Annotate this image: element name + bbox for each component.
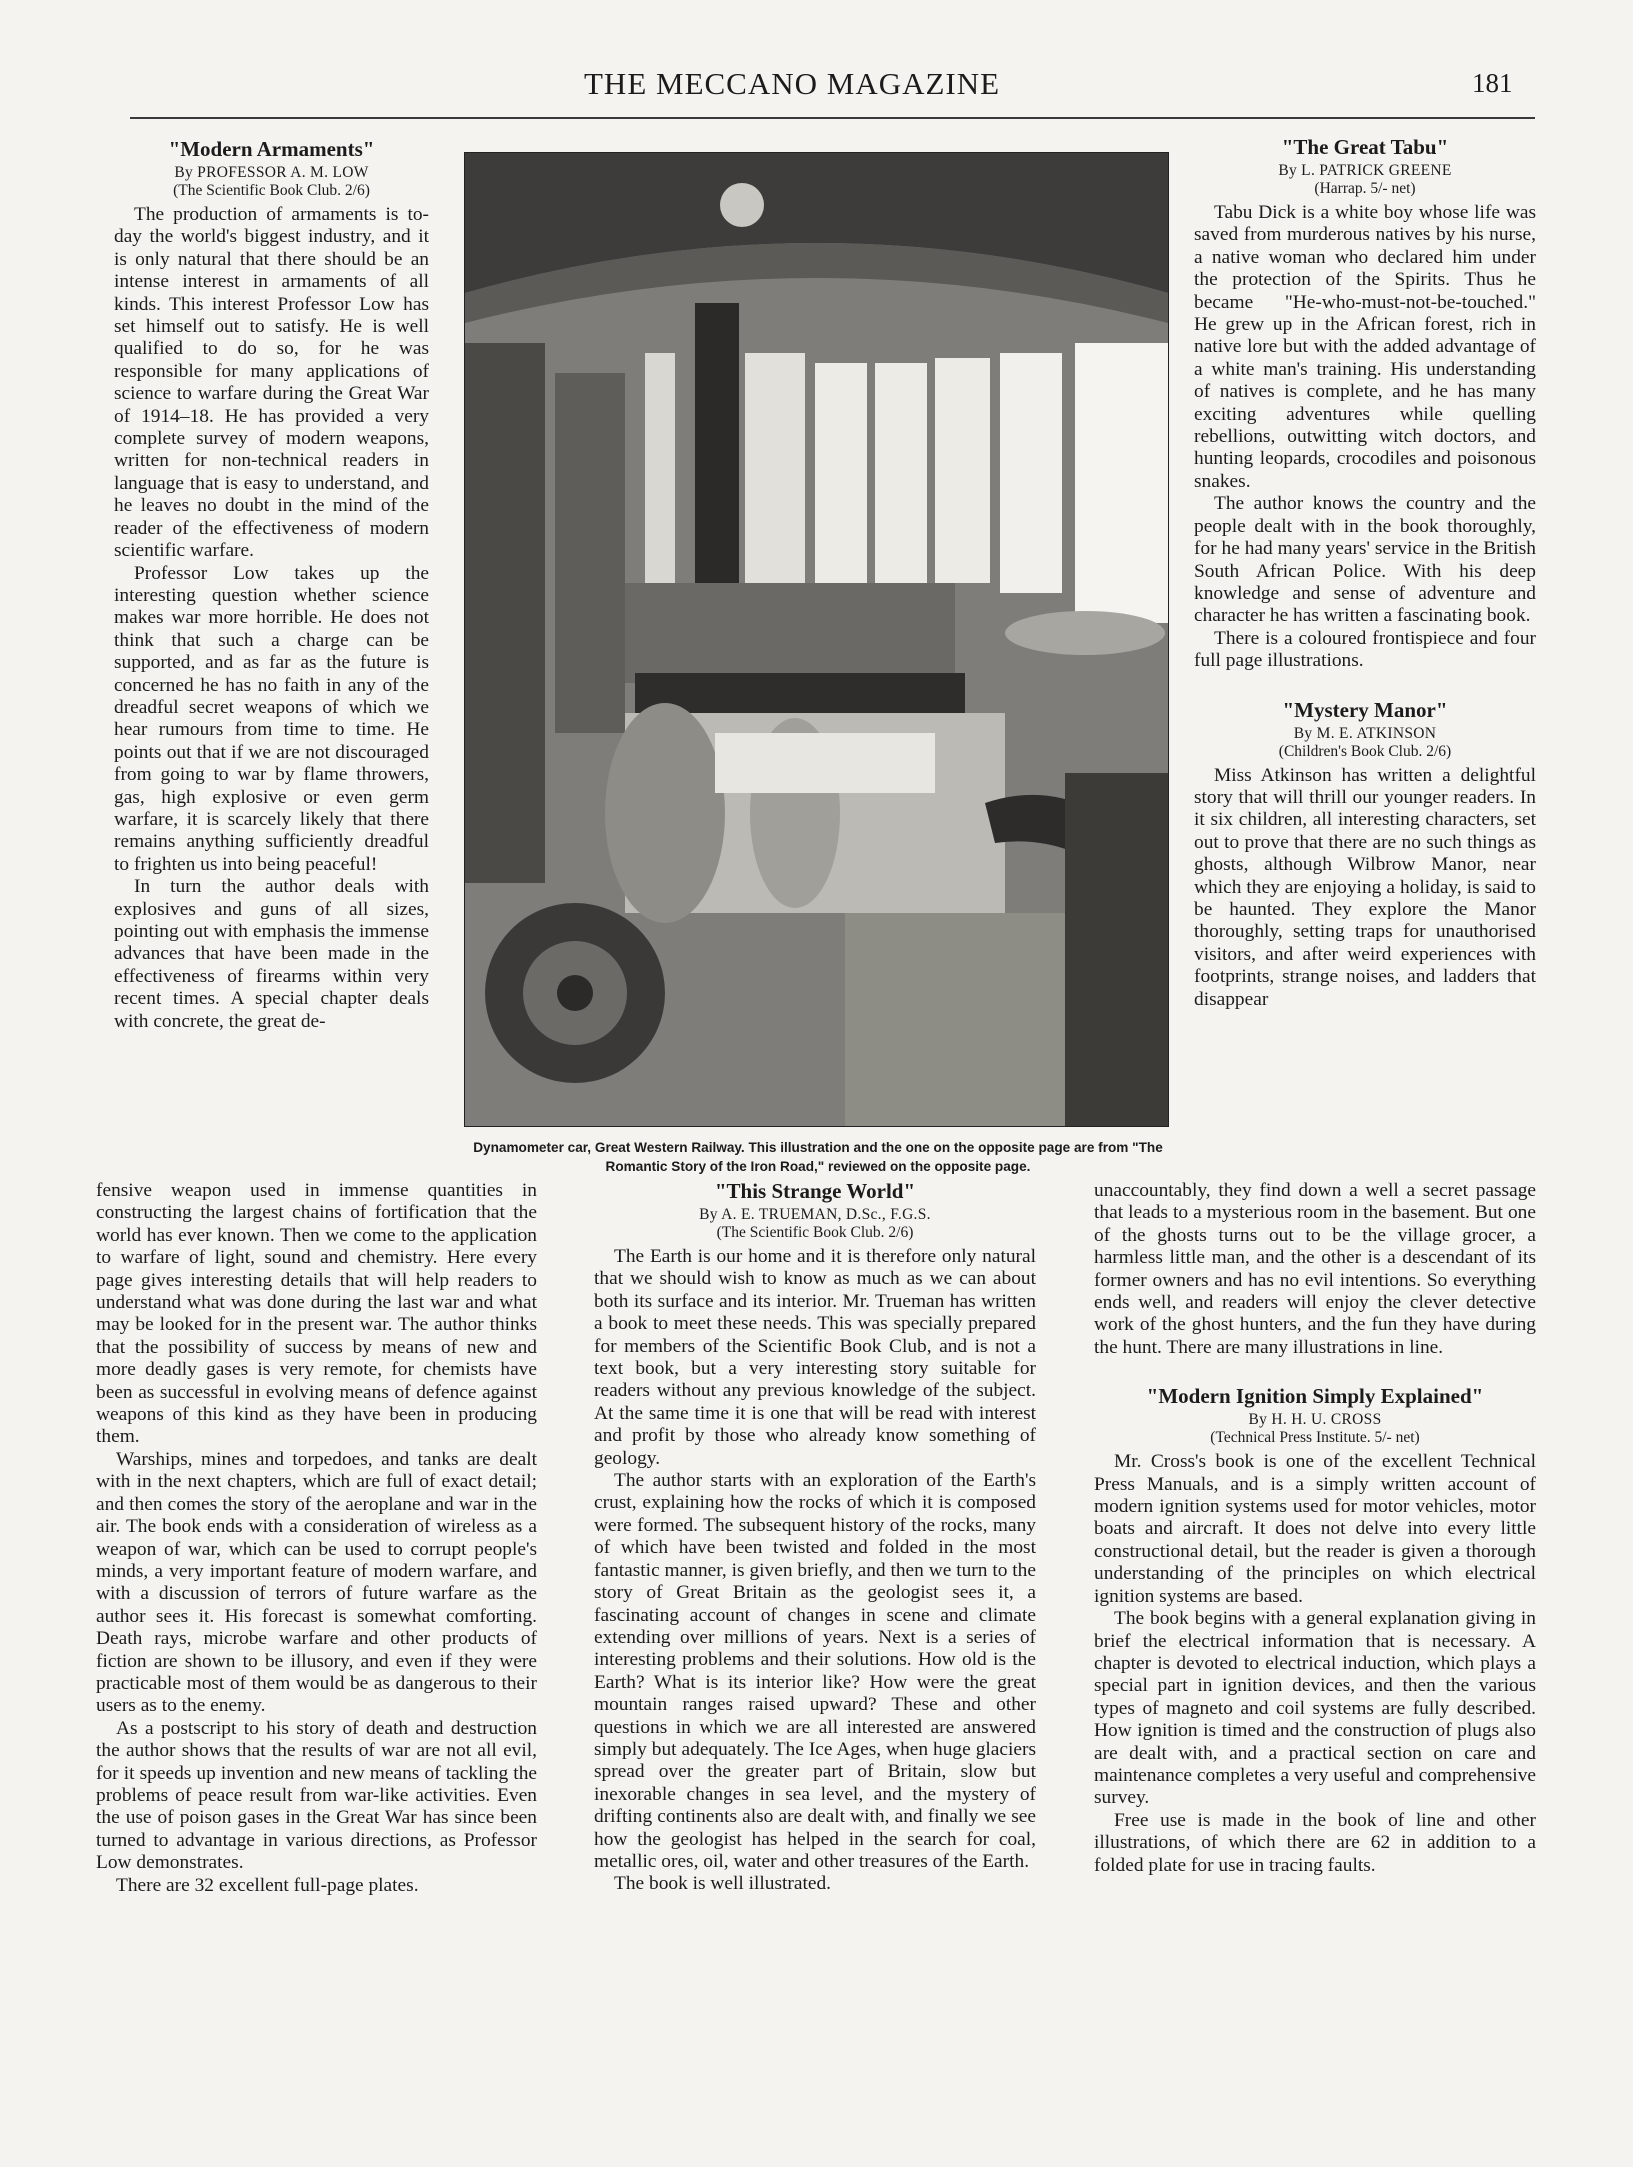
paragraph: Tabu Dick is a white boy whose life was saved from murderous natives by his nurse, a native woman who declared him under the protection of the Spirits. Thus he became "He-who-must-not-be-touched." He grew up in the African forest, rich in native lore but with the added advantage of a white man's training. His understanding of natives is complete, and he has many exciting adventures while quelling rebellions, outwitting witch doctors, and hunting leopards, crocodiles and poisonous snakes. — [1194, 202, 1536, 492]
header-rule — [130, 117, 1535, 119]
article-title: "Mystery Manor" — [1282, 697, 1448, 722]
article-byline: By M. E. ATKINSON — [1293, 724, 1437, 742]
article-this-strange-world — [594, 1178, 1036, 1896]
article-title: "Modern Ignition Simply Explained" — [1146, 1384, 1484, 1409]
article-byline: By PROFESSOR A. M. LOW — [174, 164, 369, 181]
paragraph: The book begins with a general explanation giving in brief the electrical information that is necessary. A chapter is devoted to electrical induction, which plays a special part in ignition devices, and then the various types of magneto and coil systems are fully described. How ignition is timed and the construction of plugs also are dealt with, and a practical section on care and maintenance completes a very useful and comprehensive survey. — [1094, 1608, 1536, 1809]
paragraph: Warships, mines and torpedoes, and tanks are dealt with in the next chapters, which are full of exact detail; and then comes the story of the aeroplane and war in the air. The book ends with a consideration of wireless as a weapon of war, which can be used to corrupt people's minds, a very important feature of modern warfare, and with a discussion of terrors of future warfare as the author sees it. His forecast is somewhat comforting. Death rays, microbe warfare and other products of fiction are shown to be illusory, and even if they were practicable most of them would be as dangerous to their users as to the enemy. — [96, 1448, 537, 1717]
article-great-tabu — [1194, 134, 1536, 1011]
article-mystery-manor-continued — [1094, 1180, 1536, 1877]
paragraph: There is a coloured frontispiece and four full page illustrations. — [1194, 627, 1536, 672]
article-byline: By L. PATRICK GREENE — [1278, 162, 1452, 179]
article-modern-ignition — [1094, 1383, 1536, 1877]
paragraph: The author knows the country and the people dealt with in the book thoroughly, for he had many years' service in the British South African Police. With his deep knowledge and sense of adventure and character he has written a fascinating book. — [1194, 493, 1536, 627]
paragraph: Miss Atkinson has written a delightful story that will thrill our younger readers. In it six children, all interesting characters, set out to prove that there are no such things as ghosts, although Wilbrow Manor, near which they are enjoying a holiday, is said to be haunted. They explore the Manor thoroughly, setting traps for unauthorised visitors, and after weird experiences with footprints, strange noises, and ladders that disappear — [1194, 764, 1536, 1010]
masthead: THE MECCANO MAGAZINE — [584, 66, 1001, 101]
article-title: "Modern Armaments" — [168, 137, 375, 161]
article-publisher: (The Scientific Book Club. 2/6) — [716, 1224, 914, 1241]
paragraph: In turn the author deals with explosives and guns of all sizes, pointing out with emphasis the immense advances that have been made in the effectiveness of firearms within very recent times. A special chapter deals with concrete, the great de- — [114, 876, 429, 1032]
article-title: "This Strange World" — [714, 1179, 916, 1203]
paragraph: Mr. Cross's book is one of the excellent Technical Press Manuals, and is a simply written account of modern ignition systems used for motor vehicles, motor boats and aircraft. It does not delve into every little constructional detail, but the reader is given a thorough understanding of the principles on which electrical ignition systems are based. — [1094, 1451, 1536, 1607]
paragraph: As a postscript to his story of death and destruction the author shows that the results of war are not all evil, for it speeds up invention and new means of tackling the problems of peace result from war-like activities. Even the use of poison gases in the Great War has since been turned to advantage in various directions, as Professor Low demonstrates. — [96, 1717, 537, 1874]
paragraph: Professor Low takes up the interesting question whether science makes war more horrible. He does not think that such a charge can be supported, and as far as the future is concerned he has no faith in any of the dreadful secret weapons of which we hear rumours from time to time. He points out that if we are not discouraged from going to war by flame throwers, gas, high explosive or even germ warfare, it is scarcely likely that there remains anything sufficiently dreadful to frighten us into being peaceful! — [114, 562, 429, 875]
paragraph: Free use is made in the book of line and other illustrations, of which there are 62 in addition to a folded plate for use in tracing faults. — [1094, 1809, 1536, 1876]
dynamometer-car-photo — [464, 152, 1169, 1127]
article-mystery-manor — [1194, 697, 1536, 1011]
article-publisher: (The Scientific Book Club. 2/6) — [173, 182, 370, 199]
paragraph: fensive weapon used in immense quantities in constructing the largest chains of fortification that the world has ever known. Then we come to the application to warfare of light, sound and chemistry. Here every page gives interesting details that will help readers to understand what was done during the last war and what may be looked for in the present war. The author thinks that the possibility of success by means of new and more deadly gases is very remote, for chemists have been as successful in evolving means of defence against weapons of this kind as they have been in producing them. — [96, 1180, 537, 1448]
article-byline: By H. H. U. CROSS — [1248, 1411, 1382, 1429]
paragraph: The author starts with an exploration of the Earth's crust, explaining how the rocks of which it is composed were formed. The subsequent history of the rocks, many of which have been twisted and folded in the most fantastic manner, is given briefly, and then we turn to the story of Great Britain as the geologist sees it, a fascinating account of changes in scene and climate extending over millions of years. Next is a series of interesting problems and their solutions. How old is the Earth? What is its interior like? How were the great mountain ranges raised upward? These and other questions in which we are all interested are answered simply but adequately. The Ice Ages, when huge glaciers spread over the greater part of Britain, slow but inexorable changes in sea level, and the mystery of drifting continents also are dealt with, and finally we see how the geologist has helped in the search for coal, metallic ores, oil, water and other treasures of the Earth. — [594, 1470, 1036, 1872]
paragraph: The Earth is our home and it is therefore only natural that we should wish to know as much as we can about both its surface and its interior. Mr. Trueman has written a book to meet these needs. This was specially prepared for members of the Scientific Book Club, and is not a text book, but a very interesting story suitable for readers without any previous knowledge of the subject. At the same time it is one that will be read with interest and profit by those who already know something of geology. — [594, 1246, 1036, 1469]
article-publisher: (Technical Press Institute. 5/- net) — [1210, 1429, 1420, 1447]
paragraph: The production of armaments is to-day the world's biggest industry, and it is only natural that there should be an intense interest in armaments of all kinds. This interest Professor Low has set himself out to satisfy. He is well qualified to do so, for he was responsible for many applications of science to warfare during the Great War of 1914–18. He has provided a very complete survey of modern weapons, written for non-technical readers in language that is easy to understand, and he leaves no doubt in the mind of the reader of the effectiveness of modern scientific warfare. — [114, 204, 429, 562]
article-publisher: (Children's Book Club. 2/6) — [1278, 742, 1452, 760]
article-modern-armaments — [114, 136, 429, 1033]
article-byline: By A. E. TRUEMAN, D.Sc., F.G.S. — [699, 1206, 931, 1223]
article-title: "The Great Tabu" — [1281, 135, 1449, 159]
paragraph: unaccountably, they find down a well a secret passage that leads to a mysterious room in the basement. But one of the ghosts turns out to be the village grocer, a harmless little man, and the other is a descendant of its former owners and has no evil intentions. So everything ends well, and readers will enjoy the clever detective work of the ghost hunters, and the fun they have during the hunt. There are many illustrations in line. — [1094, 1180, 1536, 1358]
article-publisher: (Harrap. 5/- net) — [1314, 180, 1416, 197]
photo-caption: Dynamometer car, Great Western Railway. This illustration and the one on the opposite page are from "The Romantic Story of the Iron Road," reviewed on the opposite page. — [473, 1140, 1163, 1174]
photo-illustration — [465, 153, 1168, 1126]
paragraph: There are 32 excellent full-page plates. — [116, 1874, 419, 1896]
page-number: 181 — [1472, 68, 1513, 98]
paragraph: The book is well illustrated. — [614, 1873, 832, 1895]
article-modern-armaments-continued — [96, 1180, 537, 1897]
